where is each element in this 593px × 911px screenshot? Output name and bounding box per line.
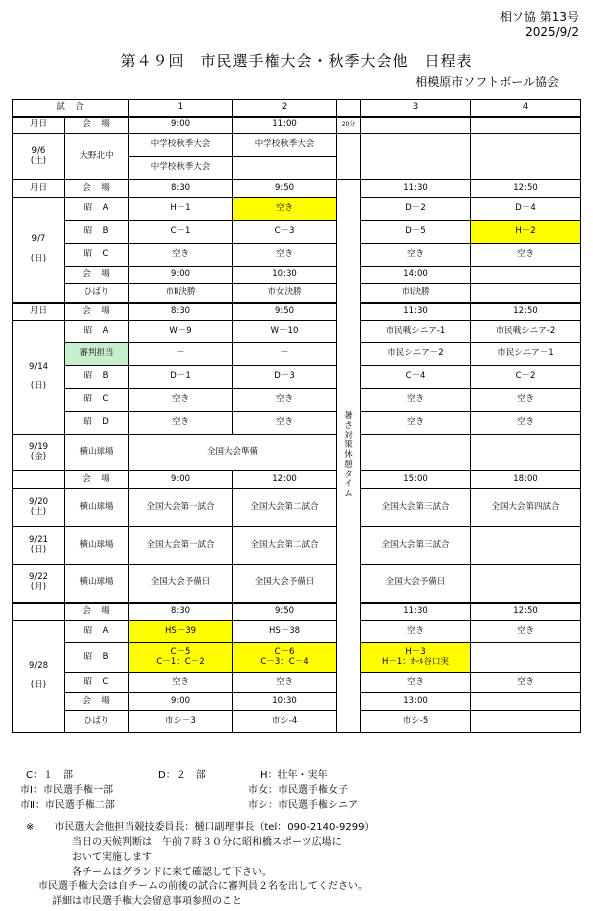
game-cell: H－2	[471, 221, 581, 244]
date-cell: 9/7 (日)	[13, 198, 65, 303]
field-label: 昭 B	[65, 366, 129, 389]
table-row	[13, 412, 581, 435]
monthday-label: 月日	[13, 303, 65, 321]
empty-cell	[471, 711, 581, 733]
game-cell: 全国大会第三試合	[361, 489, 471, 527]
game-cell: C－3	[233, 221, 337, 244]
table-row	[13, 527, 581, 565]
table-row	[13, 366, 581, 389]
game-cell: 空き	[129, 389, 233, 412]
venue-cell: 横山球場	[65, 435, 129, 471]
venue-label: 会 場	[65, 117, 129, 134]
table-row	[13, 565, 581, 603]
game-cell: 市民シニア－1	[471, 343, 581, 366]
legend-shijo: 市女：市民選手権女子	[248, 785, 348, 796]
game-cell: 中学校秋季大会	[129, 157, 233, 180]
spacer-cell	[337, 100, 361, 117]
game-cell: 空き	[129, 673, 233, 693]
game-cell: C－6 C－3：C－4	[233, 643, 337, 673]
col-2-header: 2	[233, 100, 337, 117]
empty-cell	[471, 527, 581, 565]
game-cell: H－3 H－1：ｵｰﾙ谷口実	[361, 643, 471, 673]
col-4-header: 4	[471, 100, 581, 117]
note-line: 各チームはグランドに来て確認して下さい。	[72, 867, 272, 878]
time-cell: 18:00	[471, 471, 581, 489]
time-cell: 10:30	[233, 693, 337, 711]
game-cell: 全国大会第一試合	[129, 489, 233, 527]
table-row	[13, 180, 581, 198]
table-row	[13, 711, 581, 733]
game-cell: 全国大会第三試合	[361, 527, 471, 565]
empty-cell	[471, 643, 581, 673]
game-cell: D－2	[361, 198, 471, 221]
game-cell: 空き	[361, 412, 471, 435]
game-cell: 市Ⅱ決勝	[129, 284, 233, 303]
monthday-label: 月日	[13, 180, 65, 198]
spacer-cell	[337, 134, 361, 157]
time-cell: 8:30	[129, 180, 233, 198]
game-cell: C－4	[361, 366, 471, 389]
time-cell: 9:50	[233, 303, 337, 321]
table-row	[13, 621, 581, 643]
game-cell: 市民戦シニア-2	[471, 321, 581, 343]
table-row	[13, 389, 581, 412]
table-row	[13, 603, 581, 621]
note-line: 詳細は市民選手権大会留意事項参照のこと	[52, 896, 242, 907]
note-line: ※ 市民選大会他担当競技委員長：樋口副理事長（tel：090-2140-9299）	[26, 822, 375, 833]
game-cell: W－9	[129, 321, 233, 343]
empty-cell	[361, 134, 471, 180]
field-label: 昭 D	[65, 412, 129, 435]
spacer-cell	[337, 157, 361, 180]
note-line: おいて実施します	[72, 852, 152, 863]
empty-cell	[471, 565, 581, 603]
field-label: 昭 C	[65, 673, 129, 693]
game-cell: 空き	[129, 244, 233, 267]
time-cell: 15:00	[361, 471, 471, 489]
time-cell: 9:00	[129, 117, 233, 134]
game-cell: 全国大会第四試合	[471, 489, 581, 527]
time-cell: 8:30	[129, 603, 233, 621]
table-row	[13, 117, 581, 134]
game-cell: D－3	[233, 366, 337, 389]
table-row	[13, 267, 581, 284]
legend-c: C：１ 部	[26, 770, 73, 781]
venue-label: 会 場	[65, 180, 129, 198]
venue-label: 会 場	[65, 303, 129, 321]
venue-cell: 横山球場	[65, 527, 129, 565]
page-title: 第４９回 市民選手権大会・秋季大会他 日程表	[120, 52, 473, 70]
monthday-label: 月日	[13, 117, 65, 134]
game-cell: 空き	[361, 621, 471, 643]
game-cell: 空き	[471, 389, 581, 412]
game-cell: 空き	[233, 412, 337, 435]
table-row	[13, 435, 581, 471]
empty-cell	[471, 435, 581, 471]
legend-d: D：２ 部	[158, 770, 206, 781]
table-row	[13, 693, 581, 711]
field-label: ひばり	[65, 284, 129, 303]
time-cell: 12:50	[471, 603, 581, 621]
empty-cell	[471, 693, 581, 711]
date-cell: 9/28 (日)	[13, 621, 65, 733]
game-cell: 全国大会第二試合	[233, 527, 337, 565]
venue-cell: 横山球場	[65, 565, 129, 603]
time-cell: 11:30	[361, 603, 471, 621]
time-cell: 12:50	[471, 180, 581, 198]
empty-cell	[13, 471, 65, 489]
empty-cell	[361, 435, 471, 471]
table-header-row	[13, 100, 581, 117]
empty-cell	[471, 267, 581, 284]
time-cell: 12:50	[471, 303, 581, 321]
venue-label: 会 場	[65, 693, 129, 711]
game-cell: 市シ-4	[233, 711, 337, 733]
field-label: 昭 A	[65, 321, 129, 343]
field-label: 昭 B	[65, 221, 129, 244]
empty-cell	[471, 117, 581, 134]
empty-cell	[13, 603, 65, 621]
time-cell: 12:00	[233, 471, 337, 489]
game-cell: 空き	[361, 244, 471, 267]
empty-cell	[361, 117, 471, 134]
game-cell: 全国大会準備	[129, 435, 337, 471]
time-cell: 14:00	[361, 267, 471, 284]
legend-shi1: 市Ⅰ：市民選手権一部	[20, 785, 113, 796]
date-cell: 9/22 (月)	[13, 565, 65, 603]
time-cell: 9:50	[233, 603, 337, 621]
schedule-table	[12, 99, 581, 733]
game-cell: 空き	[471, 673, 581, 693]
game-cell: 市シ-5	[361, 711, 471, 733]
legend-shishi: 市シ：市民選手権シニア	[248, 800, 358, 811]
doc-date: 2025/9/2	[525, 25, 579, 39]
game-cell: 市Ⅰ決勝	[361, 284, 471, 303]
col-3-header: 3	[361, 100, 471, 117]
table-row	[13, 284, 581, 303]
game-cell: 全国大会予備日	[361, 565, 471, 603]
venue-label: 会 場	[65, 267, 129, 284]
match-header: 試 合	[13, 100, 129, 117]
game-cell: 空き	[361, 673, 471, 693]
association-name: 相模原市ソフトボール協会	[415, 75, 559, 89]
field-label: 昭 C	[65, 389, 129, 412]
field-label: 昭 A	[65, 621, 129, 643]
table-row	[13, 221, 581, 244]
time-cell: 11:30	[361, 303, 471, 321]
game-cell: 空き	[471, 412, 581, 435]
time-cell: 9:50	[233, 180, 337, 198]
date-cell: 9/20 (土)	[13, 489, 65, 527]
game-cell: C－2	[471, 366, 581, 389]
empty-cell	[471, 284, 581, 303]
game-cell: W－10	[233, 321, 337, 343]
game-cell: 全国大会予備日	[233, 565, 337, 603]
table-row	[13, 343, 581, 366]
empty-cell	[471, 134, 581, 180]
date-cell: 9/21 (日)	[13, 527, 65, 565]
table-row	[13, 471, 581, 489]
table-row	[13, 321, 581, 343]
time-cell: 8:30	[129, 303, 233, 321]
table-row	[13, 303, 581, 321]
time-cell: 11:00	[233, 117, 337, 134]
field-label: 昭 B	[65, 643, 129, 673]
venue-cell: 大野北中	[65, 134, 129, 180]
game-cell: D－1	[129, 366, 233, 389]
game-cell: HS－39	[129, 621, 233, 643]
table-row	[13, 643, 581, 673]
game-cell: D－5	[361, 221, 471, 244]
time-cell: 9:00	[129, 471, 233, 489]
game-cell: 全国大会予備日	[129, 565, 233, 603]
game-cell: HS－38	[233, 621, 337, 643]
game-cell: D－4	[471, 198, 581, 221]
date-cell: 9/14 (日)	[13, 321, 65, 435]
game-cell: 空き	[129, 412, 233, 435]
referee-label: 審判担当	[65, 343, 129, 366]
legend-h: H：壮年・実年	[260, 770, 328, 781]
field-label: 昭 A	[65, 198, 129, 221]
venue-label: 会 場	[65, 603, 129, 621]
empty-cell	[233, 157, 337, 180]
game-cell: －	[129, 343, 233, 366]
game-cell: 空き	[471, 244, 581, 267]
game-cell: 市民シニア－2	[361, 343, 471, 366]
venue-cell: 横山球場	[65, 489, 129, 527]
table-row	[13, 244, 581, 267]
game-cell: 空き	[233, 673, 337, 693]
game-cell: 空き	[471, 621, 581, 643]
doc-number: 相ソ協 第13号	[499, 10, 579, 24]
game-cell: 市シ－3	[129, 711, 233, 733]
game-cell: 市民戦シニア-1	[361, 321, 471, 343]
col-1-header: 1	[129, 100, 233, 117]
table-row	[13, 673, 581, 693]
time-cell: 9:00	[129, 693, 233, 711]
venue-label: 会 場	[65, 471, 129, 489]
game-cell: 全国大会第二試合	[233, 489, 337, 527]
time-cell: 9:00	[129, 267, 233, 284]
table-row	[13, 134, 581, 157]
game-cell: 空き	[361, 389, 471, 412]
time-cell: 11:30	[361, 180, 471, 198]
game-cell: 空き	[233, 198, 337, 221]
game-cell: 空き	[233, 244, 337, 267]
table-row	[13, 198, 581, 221]
date-cell: 9/6 (土)	[13, 134, 65, 180]
game-cell: 中学校秋季大会	[233, 134, 337, 157]
game-cell: C－1	[129, 221, 233, 244]
field-label: ひばり	[65, 711, 129, 733]
interval-cell: 20分	[337, 117, 361, 134]
note-line: 当日の天候判断は 午前７時３０分に昭和橋スポーツ広場に	[72, 837, 342, 848]
game-cell: C－5 C－1：C－2	[129, 643, 233, 673]
note-line: 市民選手権大会は自チームの前後の試合に審判員２名を出してください。	[38, 881, 368, 892]
game-cell: －	[233, 343, 337, 366]
game-cell: 中学校秋季大会	[129, 134, 233, 157]
game-cell: 市女決勝	[233, 284, 337, 303]
date-cell: 9/19 (金)	[13, 435, 65, 471]
game-cell: 全国大会第一試合	[129, 527, 233, 565]
time-cell: 13:00	[361, 693, 471, 711]
table-row	[13, 489, 581, 527]
time-cell: 10:30	[233, 267, 337, 284]
game-cell: H－1	[129, 198, 233, 221]
game-cell: 空き	[233, 389, 337, 412]
legend-shi2: 市Ⅱ：市民選手権二部	[20, 800, 115, 811]
field-label: 昭 C	[65, 244, 129, 267]
rest-time-vertical: 暑さ対策 休憩タイム	[337, 180, 361, 733]
